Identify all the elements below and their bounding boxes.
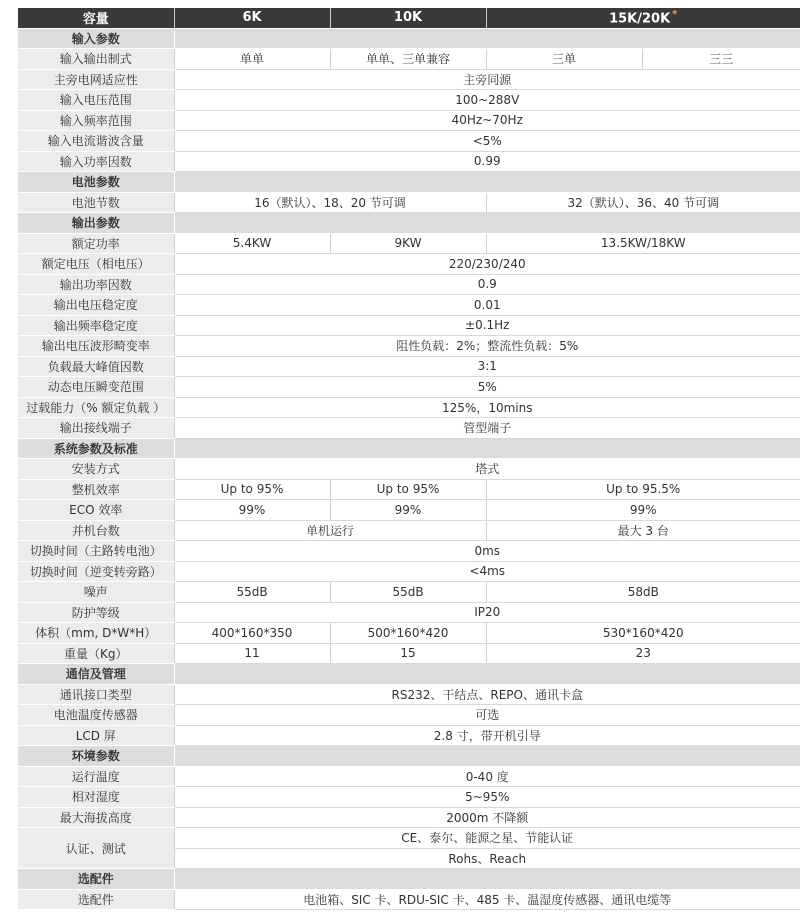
spec-table bbox=[18, 8, 800, 910]
cell-all: 2000m 不降额 bbox=[174, 807, 800, 828]
cell-10k: 500*160*420 bbox=[330, 623, 486, 644]
section-battery bbox=[18, 172, 800, 193]
cell-10k: 99% bbox=[330, 500, 486, 521]
row-label: 认证、测试 bbox=[18, 828, 174, 869]
cell-15k: 三单 bbox=[486, 49, 642, 70]
section-env bbox=[18, 746, 800, 767]
table-row bbox=[18, 541, 800, 562]
cell-20k: 三三 bbox=[642, 49, 800, 70]
table-row bbox=[18, 151, 800, 172]
header-10k: 10K bbox=[330, 8, 486, 28]
header-15k-20k-label: 15K/20K bbox=[609, 11, 671, 27]
section-title: 电池参数 bbox=[18, 172, 174, 193]
cell-all: 5% bbox=[174, 377, 800, 398]
table-row bbox=[18, 233, 800, 254]
section-title: 输入参数 bbox=[18, 28, 174, 49]
table-row bbox=[18, 766, 800, 787]
cell-all: 125%，10mins bbox=[174, 397, 800, 418]
row-label: 输出频率稳定度 bbox=[18, 315, 174, 336]
row-label: 输出功率因数 bbox=[18, 274, 174, 295]
table-row bbox=[18, 561, 800, 582]
row-label: ECO 效率 bbox=[18, 500, 174, 521]
table-row bbox=[18, 807, 800, 828]
cell-6k: 99% bbox=[174, 500, 330, 521]
section-options bbox=[18, 869, 800, 890]
table-row bbox=[18, 315, 800, 336]
table-row bbox=[18, 356, 800, 377]
cell-all: 0.01 bbox=[174, 295, 800, 316]
cell-15k-20k: Up to 95.5% bbox=[486, 479, 800, 500]
cell-15k-20k: 58dB bbox=[486, 582, 800, 603]
table-row bbox=[18, 377, 800, 398]
cell-all: 阻性负载：2%；整流性负载：5% bbox=[174, 336, 800, 357]
table-row bbox=[18, 131, 800, 152]
section-comm bbox=[18, 664, 800, 685]
table-row bbox=[18, 684, 800, 705]
table-row bbox=[18, 500, 800, 521]
row-label: 整机效率 bbox=[18, 479, 174, 500]
table-row bbox=[18, 397, 800, 418]
table-row bbox=[18, 623, 800, 644]
table-row bbox=[18, 705, 800, 726]
cell-all: 2.8 寸，带开机引导 bbox=[174, 725, 800, 746]
table-row bbox=[18, 479, 800, 500]
cell-6k: 5.4KW bbox=[174, 233, 330, 254]
cell-all: ±0.1Hz bbox=[174, 315, 800, 336]
cell-all: <4ms bbox=[174, 561, 800, 582]
table-row bbox=[18, 336, 800, 357]
row-label: 重量（Kg） bbox=[18, 643, 174, 664]
cell-6k-10k: 16（默认）、18、20 节可调 bbox=[174, 192, 486, 213]
cell-10k: 单单、三单兼容 bbox=[330, 49, 486, 70]
cell-all: 可选 bbox=[174, 705, 800, 726]
cell-all: CE、泰尔、能源之星、节能认证 bbox=[174, 828, 800, 849]
table-row bbox=[18, 274, 800, 295]
cell-15k-20k: 23 bbox=[486, 643, 800, 664]
row-label: 切换时间（主路转电池） bbox=[18, 541, 174, 562]
section-title: 选配件 bbox=[18, 869, 174, 890]
table-row bbox=[18, 602, 800, 623]
table-row bbox=[18, 295, 800, 316]
table-row bbox=[18, 69, 800, 90]
table-row bbox=[18, 254, 800, 275]
cell-all: Rohs、Reach bbox=[174, 848, 800, 869]
row-label: 安装方式 bbox=[18, 459, 174, 480]
cell-all: 0.99 bbox=[174, 151, 800, 172]
row-label: 动态电压瞬变范围 bbox=[18, 377, 174, 398]
cell-all: RS232、干结点、REPO、通讯卡盒 bbox=[174, 684, 800, 705]
row-label: 输入功率因数 bbox=[18, 151, 174, 172]
cell-all: 100~288V bbox=[174, 90, 800, 111]
table-row bbox=[18, 49, 800, 70]
header-6k: 6K bbox=[174, 8, 330, 28]
section-title: 通信及管理 bbox=[18, 664, 174, 685]
row-label: 额定功率 bbox=[18, 233, 174, 254]
row-label: 输出接线端子 bbox=[18, 418, 174, 439]
cell-all: IP20 bbox=[174, 602, 800, 623]
row-label: 输出电压稳定度 bbox=[18, 295, 174, 316]
cell-10k: Up to 95% bbox=[330, 479, 486, 500]
row-label: 体积（mm, D*W*H） bbox=[18, 623, 174, 644]
cell-all: 0-40 度 bbox=[174, 766, 800, 787]
table-row bbox=[18, 828, 800, 849]
cell-6k: 400*160*350 bbox=[174, 623, 330, 644]
row-label: 电池温度传感器 bbox=[18, 705, 174, 726]
cell-all: 40Hz~70Hz bbox=[174, 110, 800, 131]
row-label: 过载能力（% 额定负载 ） bbox=[18, 397, 174, 418]
table-row bbox=[18, 418, 800, 439]
table-row bbox=[18, 459, 800, 480]
cell-all: <5% bbox=[174, 131, 800, 152]
header-15k-20k bbox=[486, 8, 800, 28]
cell-10k: 9KW bbox=[330, 233, 486, 254]
cell-all: 塔式 bbox=[174, 459, 800, 480]
row-label: 防护等级 bbox=[18, 602, 174, 623]
cell-15k-20k: 最大 3 台 bbox=[486, 520, 800, 541]
cell-all: 电池箱、SIC 卡、RDU-SIC 卡、485 卡、温湿度传感器、通讯电缆等 bbox=[174, 889, 800, 910]
section-input bbox=[18, 28, 800, 49]
row-label: 切换时间（逆变转旁路） bbox=[18, 561, 174, 582]
row-label: LCD 屏 bbox=[18, 725, 174, 746]
cell-all: 5~95% bbox=[174, 787, 800, 808]
row-label: 电池节数 bbox=[18, 192, 174, 213]
section-title: 系统参数及标准 bbox=[18, 438, 174, 459]
section-title: 输出参数 bbox=[18, 213, 174, 234]
asterisk-mark: * bbox=[672, 9, 678, 21]
table-row bbox=[18, 725, 800, 746]
cell-6k: Up to 95% bbox=[174, 479, 330, 500]
row-label: 并机台数 bbox=[18, 520, 174, 541]
row-label: 负载最大峰值因数 bbox=[18, 356, 174, 377]
cell-6k: 11 bbox=[174, 643, 330, 664]
table-row bbox=[18, 787, 800, 808]
cell-10k: 55dB bbox=[330, 582, 486, 603]
table-row bbox=[18, 582, 800, 603]
cell-all: 管型端子 bbox=[174, 418, 800, 439]
row-label: 选配件 bbox=[18, 889, 174, 910]
row-label: 输入输出制式 bbox=[18, 49, 174, 70]
cell-all: 主旁同源 bbox=[174, 69, 800, 90]
row-label: 额定电压（相电压） bbox=[18, 254, 174, 275]
row-label: 输入电流谐波含量 bbox=[18, 131, 174, 152]
row-label: 输入电压范围 bbox=[18, 90, 174, 111]
cell-6k: 55dB bbox=[174, 582, 330, 603]
cell-all: 3:1 bbox=[174, 356, 800, 377]
table-row bbox=[18, 110, 800, 131]
cell-15k-20k: 32（默认）、36、40 节可调 bbox=[486, 192, 800, 213]
table-row bbox=[18, 889, 800, 910]
table-row bbox=[18, 192, 800, 213]
cell-6k: 单单 bbox=[174, 49, 330, 70]
row-label: 输入频率范围 bbox=[18, 110, 174, 131]
cell-all: 0.9 bbox=[174, 274, 800, 295]
cell-15k-20k: 99% bbox=[486, 500, 800, 521]
row-label: 相对湿度 bbox=[18, 787, 174, 808]
header-row bbox=[18, 8, 800, 28]
header-capacity: 容量 bbox=[18, 8, 174, 28]
table-row bbox=[18, 520, 800, 541]
cell-15k-20k: 13.5KW/18KW bbox=[486, 233, 800, 254]
cell-all: 0ms bbox=[174, 541, 800, 562]
row-label: 最大海拔高度 bbox=[18, 807, 174, 828]
table-row bbox=[18, 90, 800, 111]
cell-15k-20k: 530*160*420 bbox=[486, 623, 800, 644]
table-row bbox=[18, 643, 800, 664]
section-title: 环境参数 bbox=[18, 746, 174, 767]
row-label: 运行温度 bbox=[18, 766, 174, 787]
cell-10k: 15 bbox=[330, 643, 486, 664]
row-label: 噪声 bbox=[18, 582, 174, 603]
row-label: 主旁电网适应性 bbox=[18, 69, 174, 90]
cell-6k-10k: 单机运行 bbox=[174, 520, 486, 541]
section-output bbox=[18, 213, 800, 234]
section-system bbox=[18, 438, 800, 459]
row-label: 输出电压波形畸变率 bbox=[18, 336, 174, 357]
cell-all: 220/230/240 bbox=[174, 254, 800, 275]
row-label: 通讯接口类型 bbox=[18, 684, 174, 705]
